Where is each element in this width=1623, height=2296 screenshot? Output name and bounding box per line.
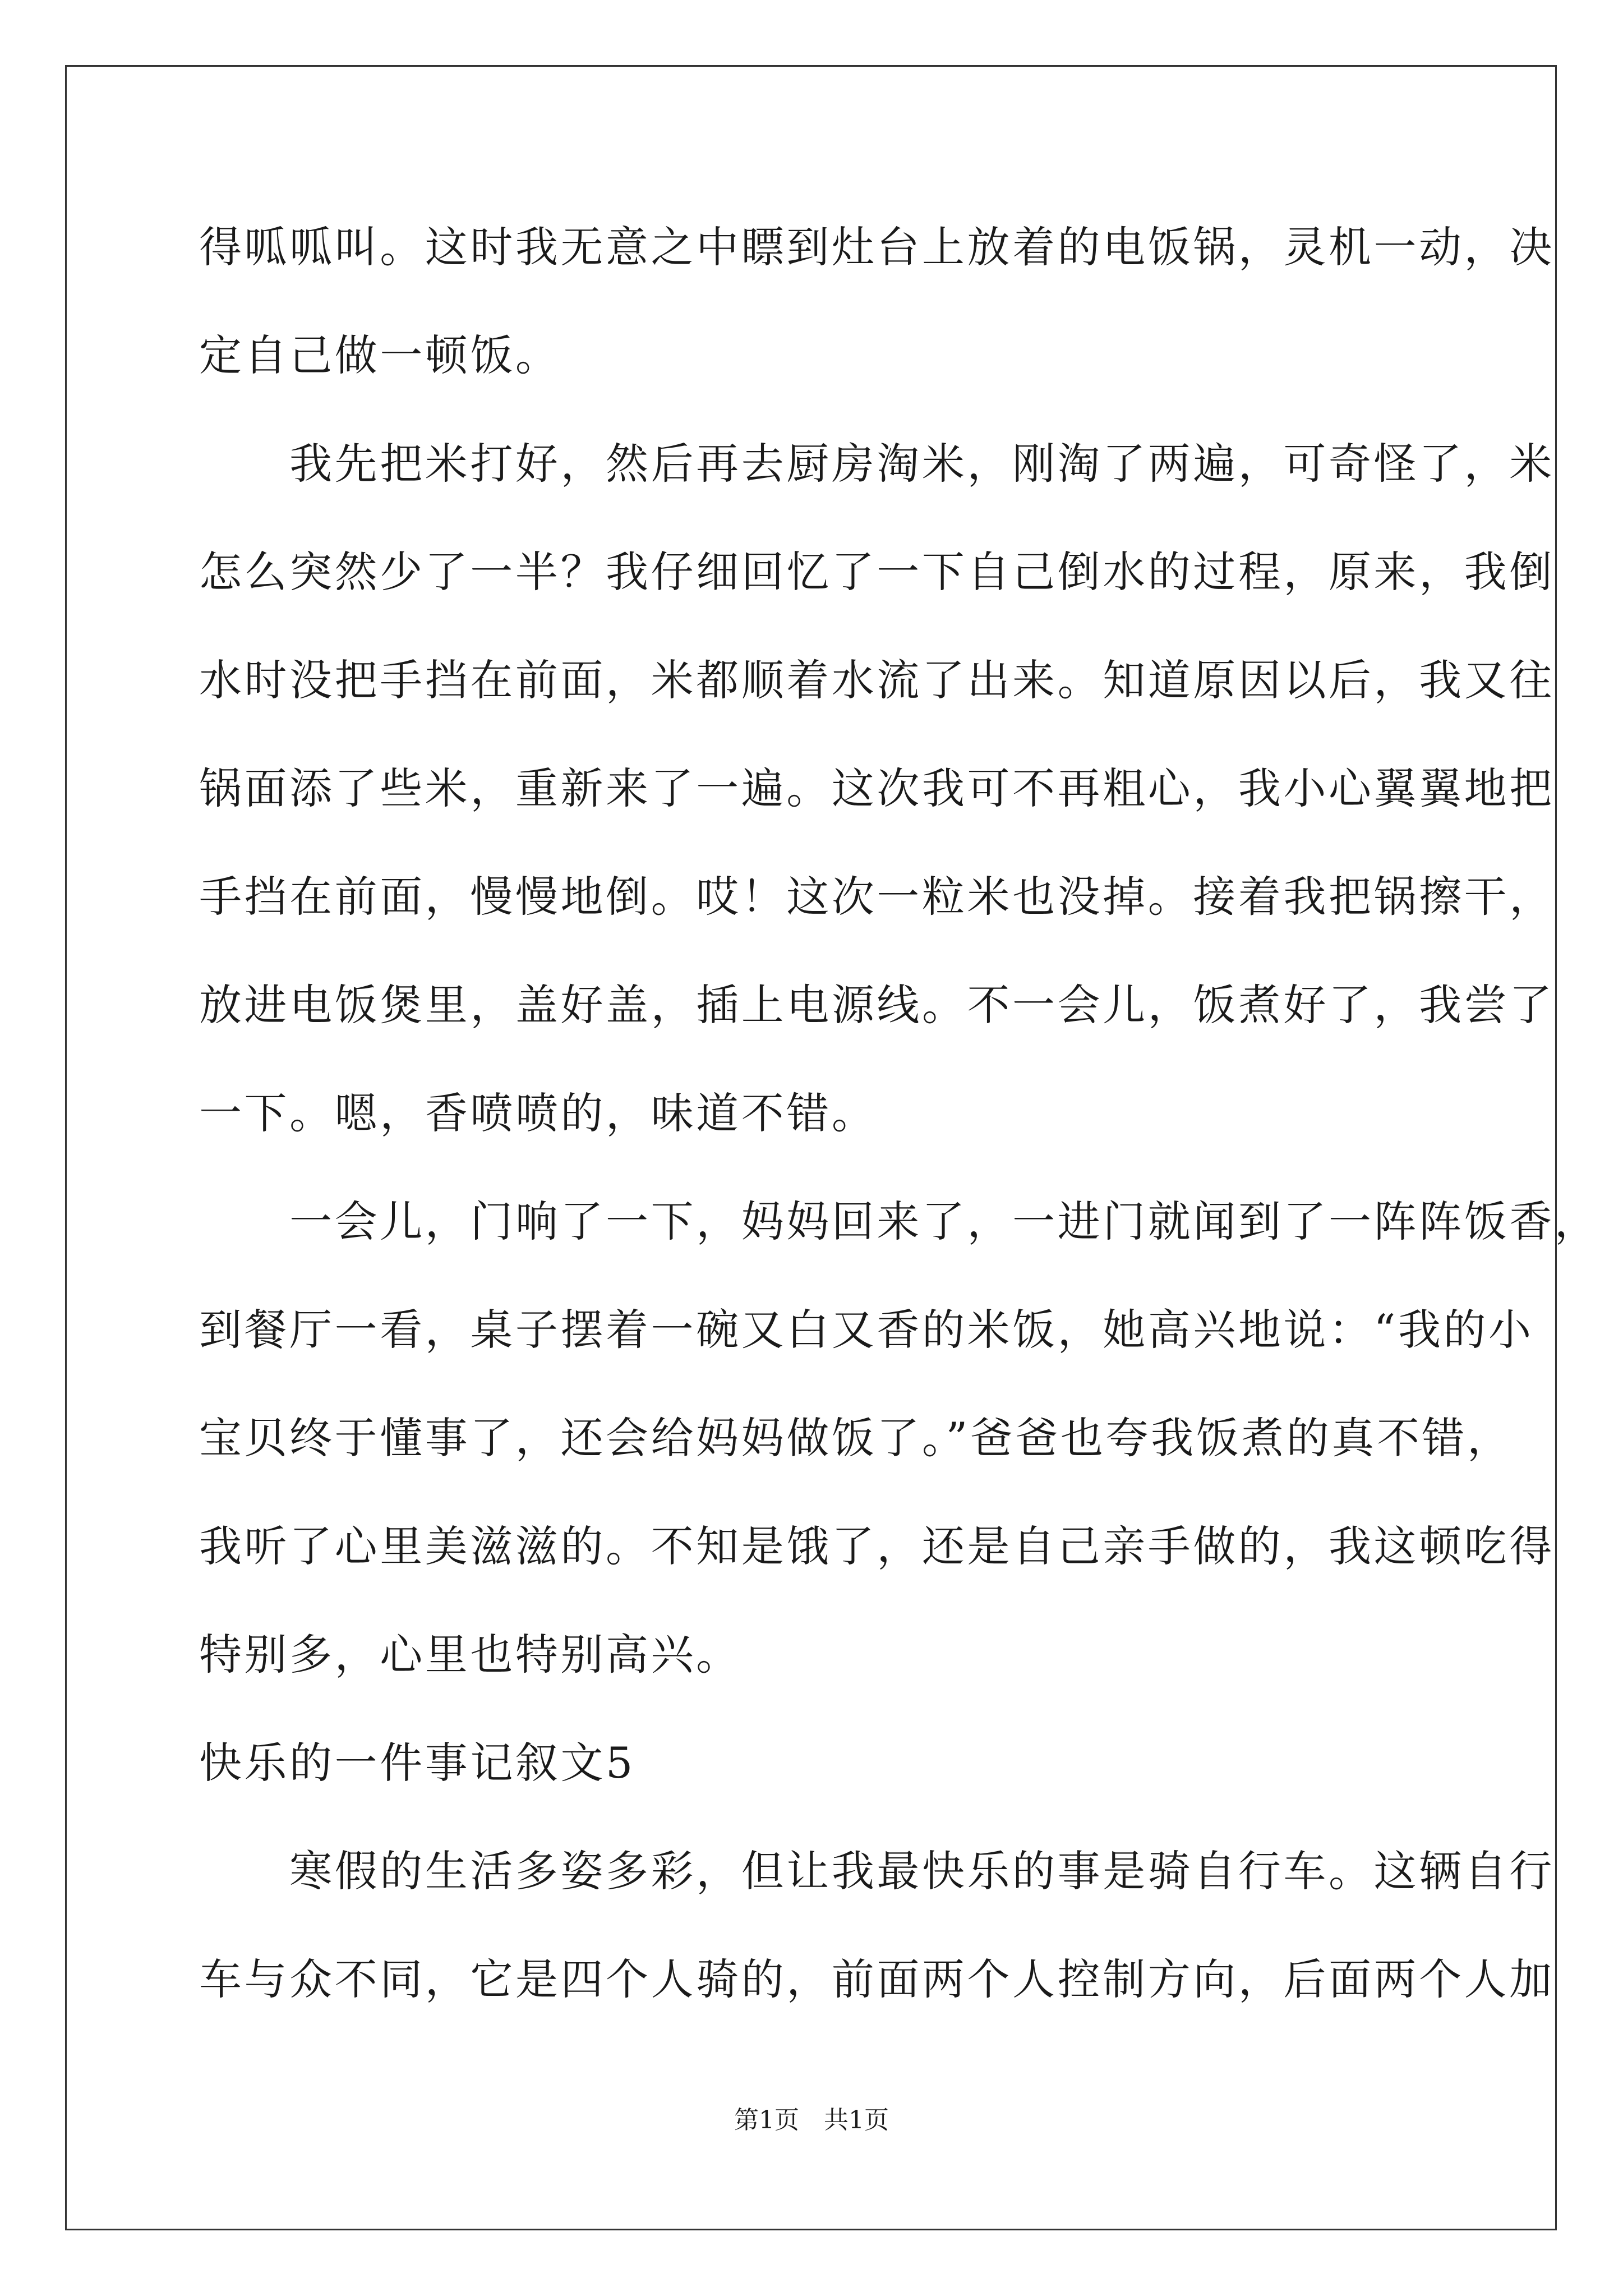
text-line: 放进电饭煲里，盖好盖，插上电源线。不一会儿，饭煮好了，我尝了 <box>199 980 1555 1030</box>
document-body <box>199 216 1600 2056</box>
page-footer <box>0 2104 1623 2137</box>
text-line: 寒假的生活多姿多彩，但让我最快乐的事是骑自行车。这辆自行 <box>199 1846 1555 1896</box>
text-line: 锅面添了些米，重新来了一遍。这次我可不再粗心，我小心翼翼地把 <box>199 763 1555 813</box>
text-line: 得呱呱叫。这时我无意之中瞟到灶台上放着的电饭锅，灵机一动，决 <box>199 222 1555 272</box>
text-line: 定自己做一顿饭。 <box>199 330 561 380</box>
text-line: 宝贝终于懂事了，还会给妈妈做饭了。”爸爸也夸我饭煮的真不错， <box>199 1413 1513 1463</box>
section-heading: 快乐的一件事记叙文5 <box>199 1738 635 1788</box>
text-line: 我先把米打好，然后再去厨房淘米，刚淘了两遍，可奇怪了，米 <box>199 439 1555 489</box>
text-line: 特别多，心里也特别高兴。 <box>199 1630 741 1680</box>
text-line: 手挡在前面，慢慢地倒。哎！这次一粒米也没掉。接着我把锅擦干， <box>199 872 1555 922</box>
text-line: 一会儿，门响了一下，妈妈回来了，一进门就闻到了一阵阵饭香， <box>199 1197 1600 1246</box>
page-number: 第1页 共1页 <box>734 2106 889 2134</box>
text-line: 车与众不同，它是四个人骑的，前面两个人控制方向，后面两个人加 <box>199 1954 1555 2004</box>
text-line: 到餐厅一看，桌子摆着一碗又白又香的米饭，她高兴地说：“我的小 <box>199 1305 1534 1355</box>
text-line: 一下。嗯，香喷喷的，味道不错。 <box>199 1088 877 1138</box>
text-line: 水时没把手挡在前面，米都顺着水流了出来。知道原因以后，我又往 <box>199 655 1555 705</box>
text-line: 怎么突然少了一半？我仔细回忆了一下自己倒水的过程，原来，我倒 <box>199 547 1555 597</box>
text-line: 我听了心里美滋滋的。不知是饿了，还是自己亲手做的，我这顿吃得 <box>199 1521 1555 1571</box>
